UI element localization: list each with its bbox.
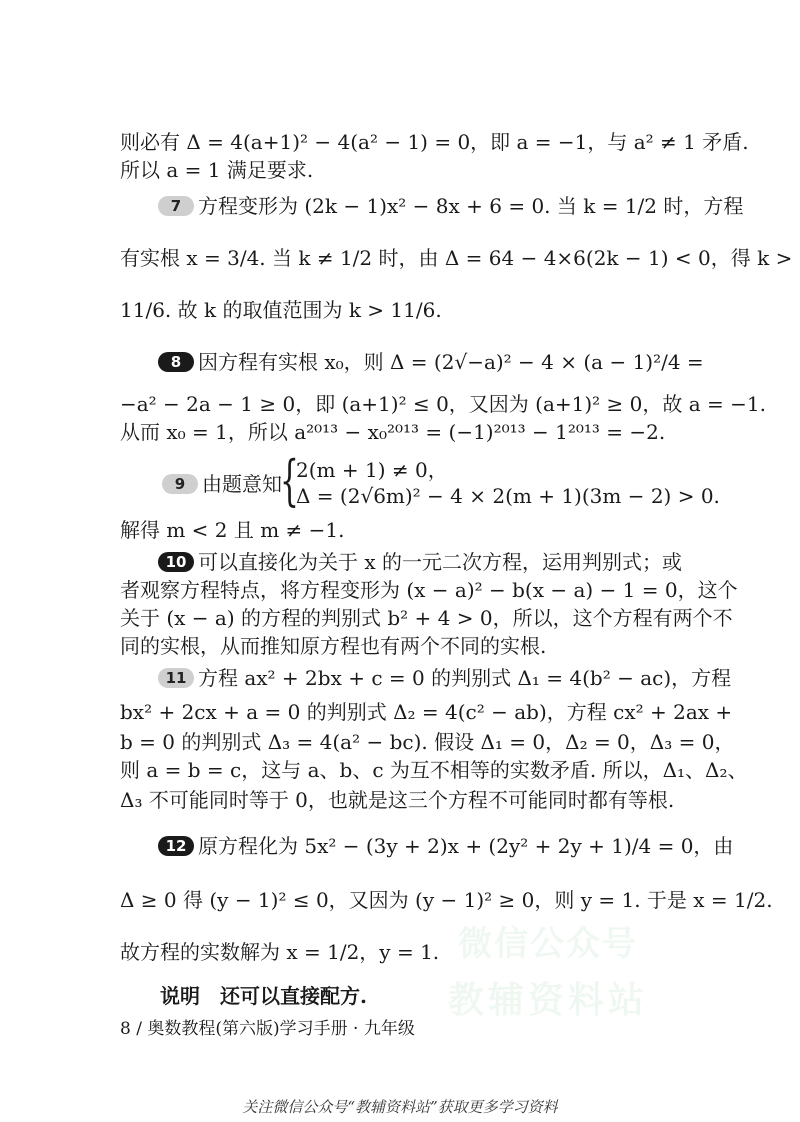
text-line: 同的实根，从而推知原方程也有两个不同的实根. — [120, 634, 547, 658]
text-line: 所以 a = 1 满足要求. — [120, 158, 314, 182]
problem-11-line — [158, 664, 732, 692]
problem-number-12: 12 — [158, 836, 194, 856]
watermark-line1: 微信公众号 — [458, 924, 638, 964]
problem-number-8: 8 — [158, 352, 194, 372]
text-line: 则必有 Δ = 4(a+1)² − 4(a² − 1) = 0，即 a = −1，与 a² ≠ 1 矛盾. — [120, 130, 749, 154]
text-line: 故方程的实数解为 x = 1/2，y = 1. — [120, 940, 440, 964]
page-footer: 8 / 奥数教程(第六版)学习手册 · 九年级 — [120, 1019, 415, 1039]
problem-12-line — [158, 832, 734, 860]
text-line: bx² + 2cx + a = 0 的判别式 Δ₂ = 4(c² − ab)，方程 cx² + 2ax + — [120, 700, 733, 724]
brace-glyph: { — [280, 449, 299, 512]
text-line: 由题意知 — [202, 472, 282, 496]
text-line: 可以直接化为关于 x 的一元二次方程，运用判别式；或 — [198, 550, 682, 574]
text-line: 解得 m < 2 且 m ≠ −1. — [120, 518, 345, 542]
system-row: Δ = (2√6m)² − 4 × 2(m + 1)(3m − 2) > 0. — [296, 484, 720, 508]
text-line: 原方程化为 5x² − (3y + 2)x + (2y² + 2y + 1)/4 = 0，由 — [198, 834, 734, 858]
text-line: 因方程有实根 x₀，则 Δ = (2√−a)² − 4 × (a − 1)²/4 = — [198, 350, 704, 374]
system-row: 2(m + 1) ≠ 0， — [296, 458, 448, 482]
problem-number-9: 9 — [162, 474, 198, 494]
text-line: −a² − 2a − 1 ≥ 0，即 (a+1)² ≤ 0，又因为 (a+1)² ≥ 0，故 a = −1. — [120, 392, 766, 416]
text-line: 11/6. 故 k 的取值范围为 k > 11/6. — [120, 298, 442, 322]
text-line: 则 a = b = c，这与 a、b、c 为互不相等的实数矛盾. 所以，Δ₁、Δ₂、 — [120, 758, 748, 782]
problem-7-line — [158, 192, 744, 220]
watermark-line2: 教辅资料站 — [448, 980, 649, 1021]
text-line: b = 0 的判别式 Δ₃ = 4(a² − bc). 假设 Δ₁ = 0，Δ₂ = 0，Δ₃ = 0， — [120, 730, 735, 754]
problem-number-11: 11 — [158, 668, 194, 688]
bottom-promo-note: 关注微信公众号“教辅资料站”获取更多学习资料 — [242, 1098, 558, 1116]
text-line: 方程变形为 (2k − 1)x² − 8x + 6 = 0. 当 k = 1/2 时，方程 — [198, 194, 744, 218]
brace-label — [162, 468, 282, 497]
problem-number-10: 10 — [158, 552, 194, 572]
text-line: 有实根 x = 3/4. 当 k ≠ 1/2 时，由 Δ = 64 − 4×6(2k − 1) < 0，得 k > — [120, 246, 793, 270]
text-line: Δ₃ 不可能同时等于 0，也就是这三个方程不可能同时都有等根. — [120, 788, 675, 812]
text-line: Δ ≥ 0 得 (y − 1)² ≤ 0，又因为 (y − 1)² ≥ 0，则 y = 1. 于是 x = 1/2. — [120, 888, 773, 912]
text-line: 关于 (x − a) 的方程的判别式 b² + 4 > 0，所以，这个方程有两个不 — [120, 606, 733, 630]
text-line: 方程 ax² + 2bx + c = 0 的判别式 Δ₁ = 4(b² − ac)，方程 — [198, 666, 732, 690]
text-line: 从而 x₀ = 1，所以 a²⁰¹³ − x₀²⁰¹³ = (−1)²⁰¹³ − 1²⁰¹³ = −2. — [120, 420, 666, 444]
problem-number-7: 7 — [158, 196, 194, 216]
note-line: 说明 还可以直接配方. — [160, 984, 367, 1008]
problem-10-line — [158, 548, 723, 576]
problem-9-system — [162, 449, 720, 512]
text-line: 者观察方程特点，将方程变形为 (x − a)² − b(x − a) − 1 = 0，这个 — [120, 578, 738, 602]
problem-8-line — [158, 348, 723, 376]
